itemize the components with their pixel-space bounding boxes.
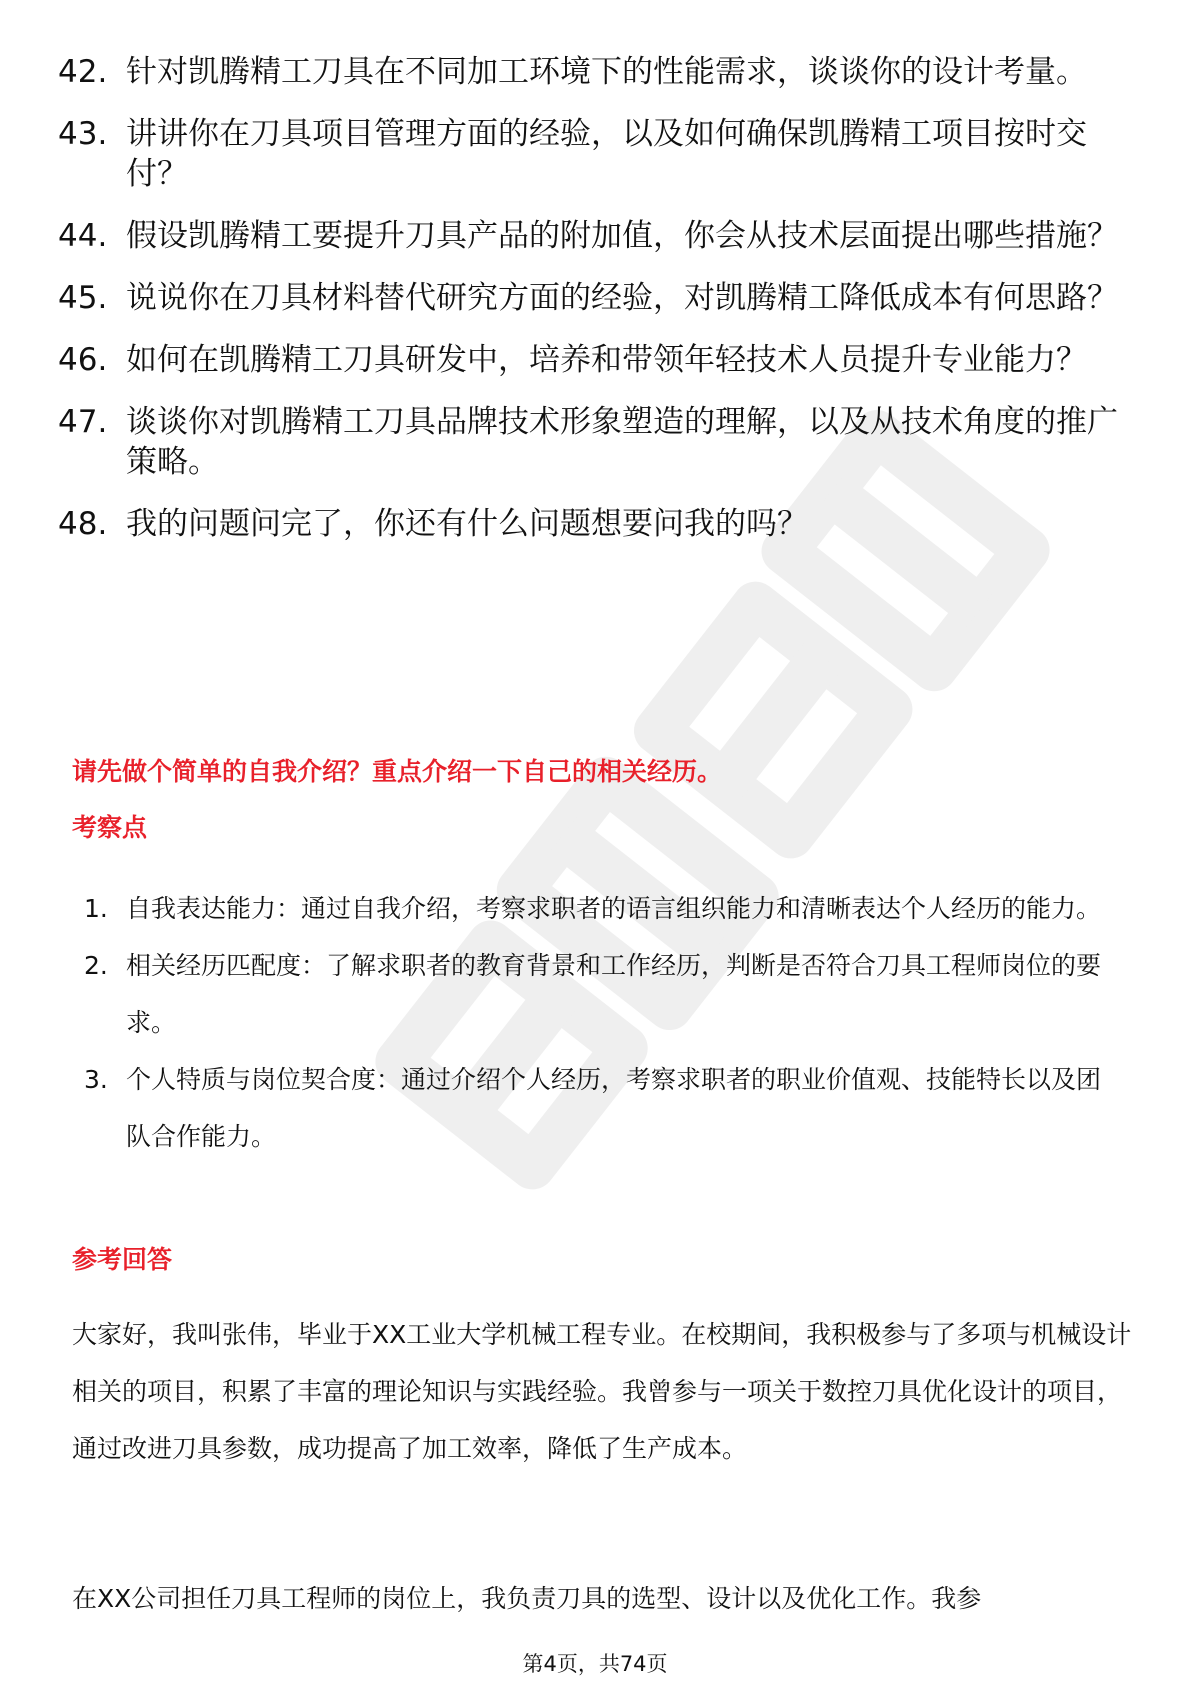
answer-paragraph: 在XX公司担任刀具工程师的岗位上，我负责刀具的选型、设计以及优化工作。我参 — [72, 1584, 982, 1613]
point-number: 2. — [84, 951, 108, 980]
question-item — [58, 52, 1118, 92]
page-footer: 第4页，共74页 — [522, 1652, 668, 1676]
question-text: 讲讲你在刀具项目管理方面的经验，以及如何确保凯腾精工项目按时交付？ — [126, 116, 1087, 192]
question-text: 如何在凯腾精工刀具研发中，培养和带领年轻技术人员提升专业能力？ — [126, 342, 1087, 378]
question-number: 42. — [58, 54, 108, 90]
examine-point-list — [84, 880, 1124, 1165]
point-number: 1. — [84, 894, 108, 923]
section-title-examine: 考察点 — [72, 813, 148, 842]
question-number: 47. — [58, 404, 108, 440]
question-item — [58, 216, 1118, 256]
question-text: 我的问题问完了，你还有什么问题想要问我的吗？ — [126, 506, 808, 542]
question-item — [58, 402, 1118, 482]
point-number: 3. — [84, 1065, 108, 1094]
question-number: 48. — [58, 506, 108, 542]
question-item — [58, 278, 1118, 318]
question-text: 谈谈你对凯腾精工刀具品牌技术形象塑造的理解，以及从技术角度的推广策略。 — [126, 404, 1118, 480]
examine-point — [84, 880, 1124, 937]
examine-point — [84, 1051, 1124, 1165]
point-text: 自我表达能力：通过自我介绍，考察求职者的语言组织能力和清晰表达个人经历的能力。 — [126, 894, 1102, 923]
question-text: 假设凯腾精工要提升刀具产品的附加值，你会从技术层面提出哪些措施？ — [126, 218, 1118, 254]
question-item — [58, 114, 1118, 194]
question-list — [58, 52, 1118, 566]
examine-point — [84, 937, 1124, 1051]
highlight-question: 请先做个简单的自我介绍？重点介绍一下自己的相关经历。 — [72, 757, 723, 786]
answer-paragraph: 大家好，我叫张伟，毕业于XX工业大学机械工程专业。在校期间，我积极参与了多项与机械设计相关的项目，积累了丰富的理论知识与实践经验。我曾参与一项关于数控刀具优化设计的项目，通过改进刀具参数，成功提高了加工效率，降低了生产成本。 — [72, 1320, 1132, 1463]
question-text: 说说你在刀具材料替代研究方面的经验，对凯腾精工降低成本有何思路？ — [126, 280, 1118, 316]
point-text: 相关经历匹配度：了解求职者的教育背景和工作经历，判断是否符合刀具工程师岗位的要求。 — [126, 951, 1102, 1037]
question-item — [58, 504, 1118, 544]
section-title-answer: 参考回答 — [72, 1245, 173, 1274]
question-number: 44. — [58, 218, 108, 254]
question-number: 45. — [58, 280, 108, 316]
question-number: 46. — [58, 342, 108, 378]
question-text: 针对凯腾精工刀具在不同加工环境下的性能需求，谈谈你的设计考量。 — [126, 54, 1087, 90]
point-text: 个人特质与岗位契合度：通过介绍个人经历，考察求职者的职业价值观、技能特长以及团队合作能力。 — [126, 1065, 1102, 1151]
question-number: 43. — [58, 116, 108, 152]
question-item — [58, 340, 1118, 380]
